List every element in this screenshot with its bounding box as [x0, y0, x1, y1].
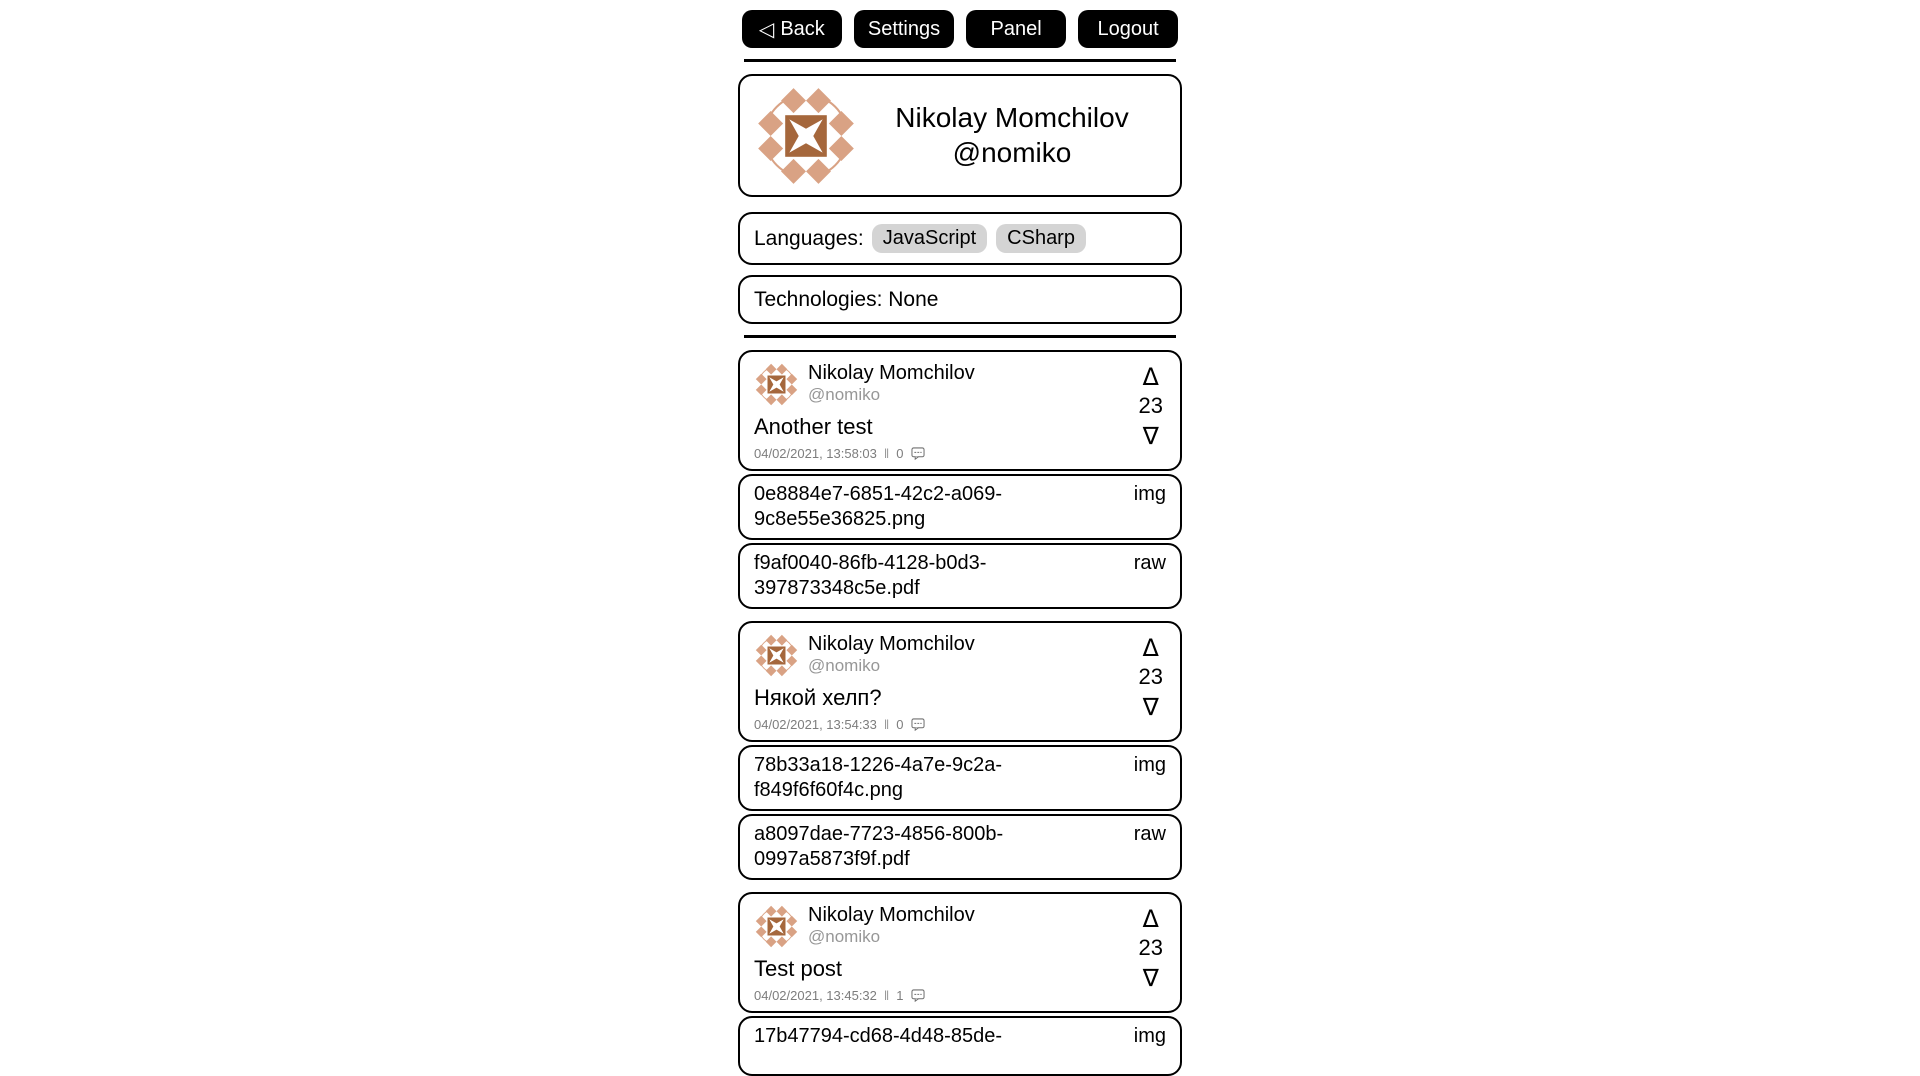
attachment-row[interactable]: [738, 745, 1182, 811]
profile-name: Nikolay Momchilov: [895, 102, 1129, 134]
settings-button[interactable]: Settings: [854, 10, 954, 48]
attachment-row[interactable]: [738, 814, 1182, 880]
attachment-filename: 0e8884e7-6851-42c2-a069-9c8e55e36825.png: [754, 483, 1002, 530]
post-header: [754, 362, 1166, 407]
back-arrow-icon: ◁: [758, 18, 775, 41]
languages-card: [738, 212, 1182, 265]
downvote-button[interactable]: ∇: [1142, 421, 1159, 450]
vote-column: [1139, 364, 1163, 449]
attachment-type-label: img: [1133, 1025, 1166, 1047]
vote-column: [1139, 906, 1163, 991]
downvote-button[interactable]: ∇: [1142, 963, 1159, 992]
post-author-avatar: [754, 904, 799, 949]
logout-button[interactable]: Logout: [1078, 10, 1178, 48]
comment-icon-slot: [911, 989, 925, 1002]
post-meta: [754, 988, 1166, 1003]
identicon-avatar-icon: [754, 84, 858, 188]
profile-card: [738, 74, 1182, 197]
top-divider: [744, 59, 1176, 62]
attachment-filename: 17b47794-cd68-4d48-85de-: [754, 1025, 1002, 1047]
post-author-name: Nikolay Momchilov: [808, 633, 975, 655]
attachment-filename: a8097dae-7723-4856-800b-0997a5873f9f.pdf: [754, 823, 1004, 870]
attachment-type-label: img: [1133, 754, 1166, 776]
languages-badges: [872, 224, 1086, 253]
upvote-button[interactable]: Δ: [1142, 634, 1159, 662]
comment-count: 1: [896, 988, 904, 1003]
downvote-button[interactable]: ∇: [1142, 692, 1159, 721]
post-title: Test post: [754, 956, 843, 981]
comment-bubble-icon: [911, 447, 925, 460]
post-group: [738, 621, 1182, 880]
attachment-type-label: raw: [1133, 552, 1166, 574]
attachment-row[interactable]: [738, 474, 1182, 540]
post-group: [738, 892, 1182, 1076]
vote-column: [1139, 635, 1163, 720]
attachment-filename: f9af0040-86fb-4128-b0d3-397873348c5e.pdf: [754, 552, 987, 599]
post-author-handle: @nomiko: [808, 656, 881, 675]
back-button-label: Back: [780, 17, 825, 40]
post-header: [754, 904, 1166, 949]
panel-button[interactable]: Panel: [966, 10, 1066, 48]
attachment-filename: 78b33a18-1226-4a7e-9c2a-f849f6f60f4c.png: [754, 754, 1002, 801]
post-author-avatar: [754, 362, 799, 407]
toolbar: [738, 10, 1182, 48]
languages-label: Languages:: [754, 226, 864, 250]
technologies-label: Technologies: None: [754, 287, 939, 311]
post-author-name: Nikolay Momchilov: [808, 362, 975, 384]
language-badge[interactable]: JavaScript: [872, 224, 987, 253]
post-card[interactable]: [738, 621, 1182, 742]
meta-separator: ‖: [883, 717, 890, 732]
attachments: [738, 745, 1182, 880]
comment-bubble-icon: [911, 718, 925, 731]
post-meta: [754, 446, 1166, 461]
comment-bubble-icon: [911, 989, 925, 1002]
comment-count: 0: [896, 717, 904, 732]
technologies-card: [738, 275, 1182, 324]
post-card[interactable]: [738, 350, 1182, 471]
identicon-avatar-icon: [754, 633, 799, 678]
profile-avatar: [754, 84, 858, 188]
post-title: Another test: [754, 414, 873, 439]
comment-count: 0: [896, 446, 904, 461]
upvote-button[interactable]: Δ: [1142, 905, 1159, 933]
language-badge[interactable]: CSharp: [996, 224, 1086, 253]
attachment-type-label: img: [1133, 483, 1166, 505]
post-timestamp: 04/02/2021, 13:58:03: [754, 446, 877, 461]
post-header: [754, 633, 1166, 678]
comment-icon-slot: [911, 447, 925, 460]
post-author-handle: @nomiko: [808, 385, 881, 404]
attachment-row[interactable]: [738, 543, 1182, 609]
attachments: [738, 474, 1182, 609]
post-card[interactable]: [738, 892, 1182, 1013]
posts-divider: [744, 335, 1176, 338]
attachments: [738, 1016, 1182, 1076]
vote-score: 23: [1138, 664, 1163, 690]
post-group: [738, 350, 1182, 609]
profile-handle: @nomiko: [952, 136, 1072, 168]
post-timestamp: 04/02/2021, 13:45:32: [754, 988, 877, 1003]
identicon-avatar-icon: [754, 904, 799, 949]
vote-score: 23: [1138, 935, 1163, 961]
upvote-button[interactable]: Δ: [1142, 363, 1159, 391]
meta-separator: ‖: [883, 446, 890, 461]
post-timestamp: 04/02/2021, 13:54:33: [754, 717, 877, 732]
page-container: [738, 0, 1182, 1076]
post-title: Някой хелп?: [754, 685, 882, 710]
comment-icon-slot: [911, 718, 925, 731]
vote-score: 23: [1138, 393, 1163, 419]
profile-name-block: [858, 101, 1166, 169]
posts-list: [738, 350, 1182, 1076]
back-button[interactable]: [742, 10, 842, 48]
meta-separator: ‖: [883, 988, 890, 1003]
post-author-name: Nikolay Momchilov: [808, 904, 975, 926]
attachment-type-label: raw: [1133, 823, 1166, 845]
post-meta: [754, 717, 1166, 732]
post-author-handle: @nomiko: [808, 927, 881, 946]
post-author-avatar: [754, 633, 799, 678]
identicon-avatar-icon: [754, 362, 799, 407]
attachment-row[interactable]: [738, 1016, 1182, 1076]
